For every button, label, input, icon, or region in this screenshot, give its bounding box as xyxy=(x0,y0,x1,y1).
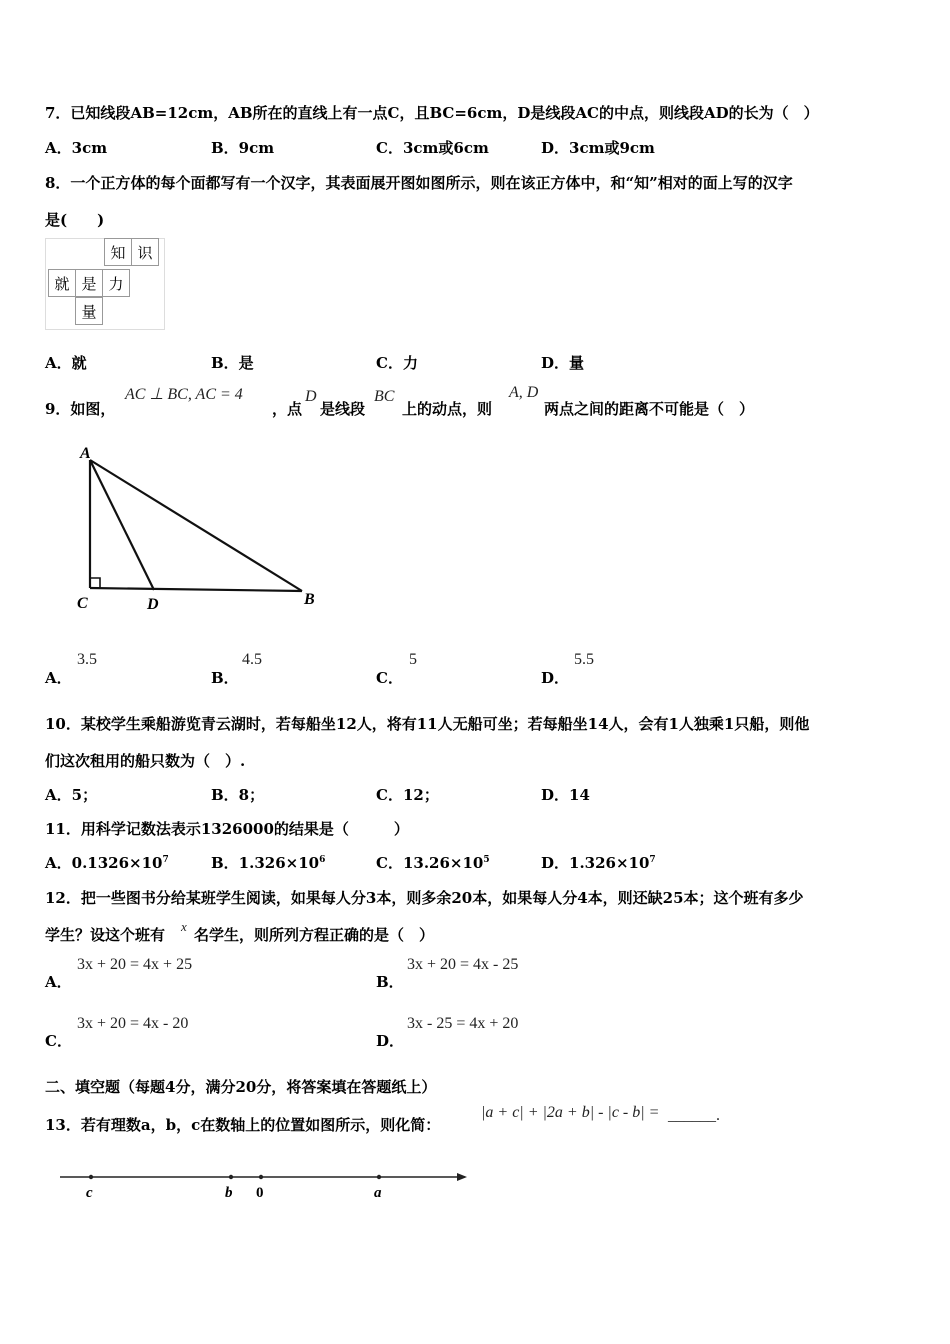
net-cell-jiu: 就 xyxy=(48,269,76,297)
q11-option-b-base: B．1.326×10 xyxy=(211,854,320,872)
net-cell-shi: 识 xyxy=(131,238,159,266)
q9-option-d-value: 5.5 xyxy=(574,651,594,668)
q7-option-c[interactable]: C．3cm或6cm xyxy=(376,139,489,157)
q10-stem-line2: 们这次租用的船只数为（ ）. xyxy=(45,752,246,770)
q8-option-a[interactable]: A．就 xyxy=(45,354,87,372)
q11-option-a-exponent: 7 xyxy=(162,855,169,865)
q10-option-d[interactable]: D．14 xyxy=(541,786,590,804)
q12-option-c-equation: 3x + 20 = 4x - 20 xyxy=(77,1015,189,1032)
label-c: c xyxy=(86,1185,93,1201)
q10-option-b[interactable]: B．8； xyxy=(211,786,265,804)
q7-option-a[interactable]: A．3cm xyxy=(45,139,108,157)
point-zero xyxy=(259,1175,263,1179)
q12-option-b-equation: 3x + 20 = 4x - 25 xyxy=(407,956,519,973)
q9-option-c-value: 5 xyxy=(409,651,417,668)
q13-expression: |a + c| + |2a + b| - |c - b| = xyxy=(481,1104,660,1121)
q13-answer-blank[interactable]: ______. xyxy=(668,1107,720,1124)
net-cell-liang: 量 xyxy=(75,297,103,325)
q9-option-a[interactable]: A． xyxy=(45,669,72,687)
q12-option-a-equation: 3x + 20 = 4x + 25 xyxy=(77,956,193,973)
q9-option-c[interactable]: C． xyxy=(376,669,403,687)
q12-stem-line1: 12．把一些图书分给某班学生阅读，如果每人分3本，则多余20本，如果每人分4本，则还缺25本；这个班有多少 xyxy=(45,889,804,907)
section-fill-in-heading: 二、填空题（每题4分，满分20分，将答案填在答题纸上） xyxy=(45,1078,437,1096)
q12-option-c[interactable]: C． xyxy=(45,1032,72,1050)
q11-option-b-exponent: 6 xyxy=(319,855,326,865)
q9-segment-bc: BC xyxy=(374,388,395,405)
q12-option-b[interactable]: B． xyxy=(376,973,404,991)
q8-option-d[interactable]: D．量 xyxy=(541,354,585,372)
label-a: a xyxy=(374,1185,382,1201)
q8-stem-line1: 8．一个正方体的每个面都写有一个汉字，其表面展开图如图所示，则在该正方体中，和“知”相对的面上写的汉字 xyxy=(45,174,793,192)
q10-option-a[interactable]: A．5； xyxy=(45,786,98,804)
q11-option-b[interactable] xyxy=(211,852,325,873)
q9-option-b-value: 4.5 xyxy=(242,651,262,668)
point-c xyxy=(89,1175,93,1179)
q9-text-4: 两点之间的距离不可能是（ ） xyxy=(544,400,755,418)
q11-option-a-base: A．0.1326×10 xyxy=(45,854,163,872)
q8-option-c[interactable]: C．力 xyxy=(376,354,418,372)
q9-point-d: D xyxy=(305,388,317,405)
q7-option-d[interactable]: D．3cm或9cm xyxy=(541,139,655,157)
label-d: D xyxy=(147,596,159,613)
q11-option-d[interactable] xyxy=(541,852,656,873)
q11-stem: 11．用科学记数法表示1326000的结果是（ ） xyxy=(45,820,409,838)
q9-option-b[interactable]: B． xyxy=(211,669,239,687)
q9-points-ad: A, D xyxy=(509,384,539,401)
q12-option-d-equation: 3x - 25 = 4x + 20 xyxy=(407,1015,519,1032)
q12-variable-x: x xyxy=(181,919,187,934)
q11-option-c[interactable] xyxy=(376,852,490,873)
number-line-figure xyxy=(55,1165,475,1210)
q11-option-c-base: C．13.26×10 xyxy=(376,854,484,872)
q13-stem: 13．若有理数a，b，c在数轴上的位置如图所示，则化简： xyxy=(45,1116,441,1134)
q11-option-d-base: D．1.326×10 xyxy=(541,854,650,872)
right-angle-mark xyxy=(90,578,100,588)
q12-option-a[interactable]: A． xyxy=(45,973,72,991)
q11-option-d-exponent: 7 xyxy=(649,855,656,865)
label-a: A xyxy=(80,445,91,462)
q9-text-2: 是线段 xyxy=(320,400,366,418)
point-a xyxy=(377,1175,381,1179)
axis-arrow-icon xyxy=(457,1173,467,1181)
cube-net-figure xyxy=(45,238,165,330)
q9-option-d[interactable]: D． xyxy=(541,669,570,687)
q9-text-1: ，点 xyxy=(272,400,303,418)
q11-option-a[interactable] xyxy=(45,852,169,873)
q8-stem-line2: 是( ) xyxy=(45,211,105,229)
q9-option-a-value: 3.5 xyxy=(77,651,97,668)
label-b: B xyxy=(304,591,315,608)
net-cell-li: 力 xyxy=(102,269,130,297)
q12-stem-line2a: 学生？设这个班有 xyxy=(45,926,166,944)
q8-option-b[interactable]: B．是 xyxy=(211,354,254,372)
q7-option-b[interactable]: B．9cm xyxy=(211,139,275,157)
point-b xyxy=(229,1175,233,1179)
label-b: b xyxy=(225,1185,233,1201)
label-c: C xyxy=(77,595,88,612)
triangle-figure xyxy=(50,440,330,620)
segment-cb xyxy=(90,588,302,591)
q11-option-c-exponent: 5 xyxy=(483,855,490,865)
q10-option-c[interactable]: C．12； xyxy=(376,786,439,804)
q9-lead: 9．如图， xyxy=(45,400,116,418)
net-cell-shi2: 是 xyxy=(75,269,103,297)
net-cell-zhi: 知 xyxy=(104,238,132,266)
q12-stem-line2b: 名学生，则所列方程正确的是（ ） xyxy=(194,926,435,944)
q7-stem: 7．已知线段AB=12cm，AB所在的直线上有一点C，且BC=6cm，D是线段AC的中点，则线段AD的长为（ ） xyxy=(45,104,819,122)
q9-text-3: 上的动点，则 xyxy=(402,400,493,418)
q12-option-d[interactable]: D． xyxy=(376,1032,405,1050)
q9-condition-math: AC ⊥ BC, AC = 4 xyxy=(125,386,243,403)
q10-stem-line1: 10．某校学生乘船游览青云湖时，若每船坐12人，将有11人无船可坐；若每船坐14人，会有1人独乘1只船，则他 xyxy=(45,715,810,733)
label-zero: 0 xyxy=(256,1185,264,1201)
